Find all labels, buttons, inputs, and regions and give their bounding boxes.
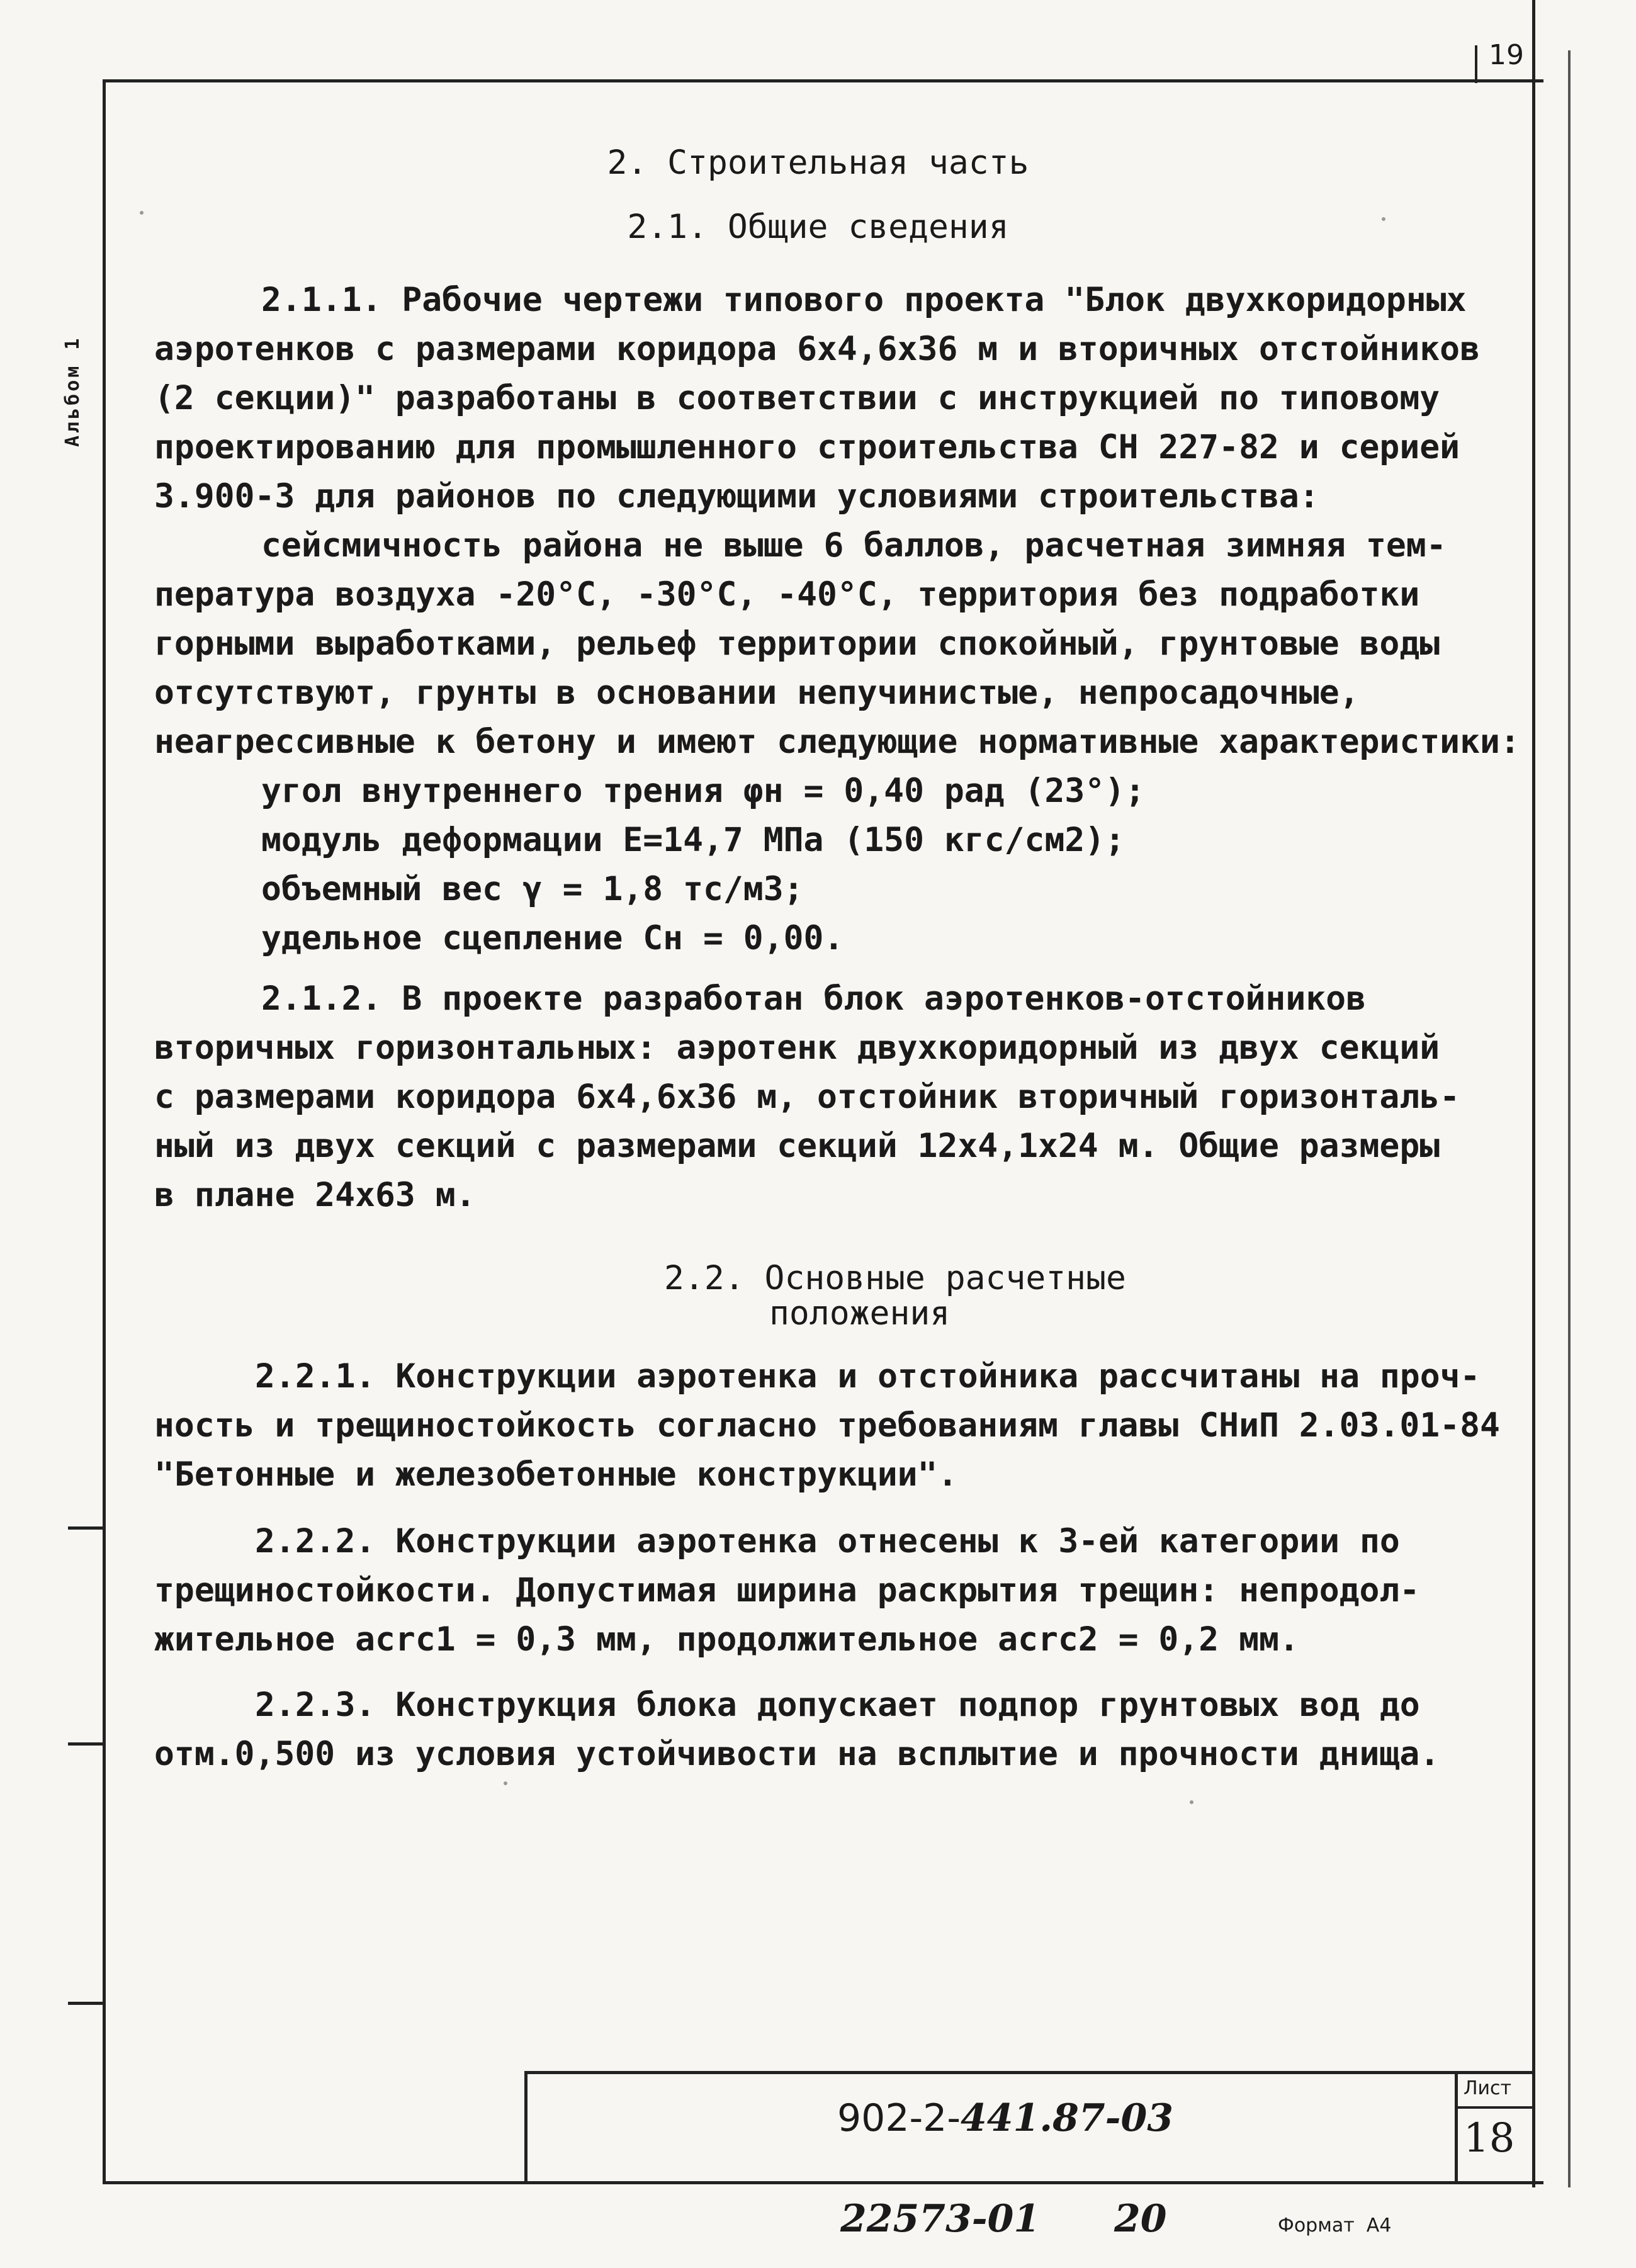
text-line: трещиностойкости. Допустимая ширина раскрытия трещин: непродол- bbox=[154, 1571, 1420, 1610]
paragraph-2-2-2 bbox=[154, 1517, 1517, 1664]
text-line: отм.0,500 из условия устойчивости на всплытие и прочности днища. bbox=[154, 1735, 1440, 1773]
format-label-text: Формат bbox=[1278, 2214, 1355, 2237]
text-line: ность и трещиностойкость согласно требованиям главы СНиП 2.03.01-84 bbox=[154, 1406, 1500, 1445]
text-line: сейсмичность района не выше 6 баллов, расчетная зимняя тем- bbox=[261, 526, 1447, 565]
text-line: 2.2.3. Конструкция блока допускает подпор грунтовых вод до bbox=[255, 1686, 1420, 1724]
scan-speck bbox=[1190, 1800, 1193, 1804]
margin-tick bbox=[68, 1526, 103, 1530]
paragraph-conditions bbox=[154, 521, 1520, 767]
text-line: объемный вес γ = 1,8 тс/м3; bbox=[261, 870, 804, 908]
document-code bbox=[837, 2096, 1173, 2140]
frame-right-border bbox=[1532, 0, 1535, 2187]
margin-tick bbox=[68, 2002, 103, 2005]
text-line: проектированию для промышленного строительства СН 227-82 и серией bbox=[154, 428, 1460, 466]
inventory-number: 22573-01 bbox=[840, 2197, 1041, 2241]
corner-page-number: 19 bbox=[1489, 39, 1524, 71]
margin-tick bbox=[68, 1742, 103, 1746]
text-line: модуль деформации Е=14,7 МПа (150 кгс/см2); bbox=[261, 821, 1125, 859]
text-line: 2.1.1. Рабочие чертежи типового проекта "Блок двухкоридорных bbox=[261, 281, 1467, 319]
frame-bottom-border bbox=[103, 2181, 1543, 2184]
text-line: отсутствуют, грунты в основании непучинистые, непросадочные, bbox=[154, 674, 1360, 712]
subsection-2-2-title-line1: 2.2. Основные расчетные bbox=[664, 1259, 1126, 1297]
text-line: в плане 24х63 м. bbox=[154, 1176, 476, 1214]
document-code-printed: 902-2- bbox=[837, 2096, 961, 2140]
copy-number: 20 bbox=[1114, 2197, 1167, 2241]
frame-outer-edge bbox=[1568, 50, 1571, 2187]
text-line: угол внутреннего трения φн = 0,40 рад (23°); bbox=[261, 772, 1145, 810]
text-line: удельное сцепление Сн = 0,00. bbox=[261, 919, 844, 957]
paragraph-2-2-3 bbox=[154, 1681, 1517, 1779]
frame-top-border bbox=[103, 79, 1543, 82]
scan-speck bbox=[504, 1781, 507, 1785]
text-line: 2.2.1. Конструкции аэротенка и отстойника рассчитаны на проч- bbox=[255, 1357, 1481, 1396]
section-title: 2. Строительная часть bbox=[607, 144, 1029, 182]
text-line: аэротенков с размерами коридора 6х4,6х36 м и вторичных отстойников bbox=[154, 330, 1480, 368]
side-margin-label: Альбом 1 bbox=[62, 336, 84, 447]
title-block-sheet-divider bbox=[1455, 2106, 1533, 2109]
text-line: (2 секции)" разработаны в соответствии с инструкцией по типовому bbox=[154, 379, 1440, 417]
text-line: 2.1.2. В проекте разработан блок аэротенков-отстойников bbox=[261, 979, 1366, 1018]
text-line: горными выработками, рельеф территории спокойный, грунтовые воды bbox=[154, 624, 1440, 663]
subsection-2-2-title-line2: положения bbox=[769, 1294, 951, 1333]
format-label bbox=[1278, 2214, 1391, 2237]
text-line: ный из двух секций с размерами секций 12х4,1х24 м. Общие размеры bbox=[154, 1127, 1440, 1165]
title-block-top bbox=[524, 2071, 1533, 2074]
text-line: жительное acrc1 = 0,3 мм, продолжительное acrc2 = 0,2 мм. bbox=[154, 1620, 1299, 1659]
sheet-label: Лист bbox=[1464, 2077, 1512, 2099]
text-line: вторичных горизонтальных: аэротенк двухкоридорный из двух секций bbox=[154, 1029, 1440, 1067]
corner-divider bbox=[1475, 45, 1477, 83]
text-line: 3.900-3 для районов по следующими условиями строительства: bbox=[154, 477, 1319, 516]
soil-characteristics bbox=[261, 767, 1624, 963]
paragraph-2-1-2 bbox=[154, 974, 1517, 1220]
paragraph-2-1-1 bbox=[154, 276, 1517, 521]
document-code-handwritten: 441.87-03 bbox=[961, 2096, 1174, 2140]
scan-speck bbox=[140, 211, 144, 215]
paragraph-2-2-1 bbox=[154, 1352, 1517, 1499]
format-value: А4 bbox=[1366, 2214, 1392, 2237]
subsection-title: 2.1. Общие сведения bbox=[627, 208, 1009, 246]
text-line: 2.2.2. Конструкции аэротенка отнесены к 3-ей категории по bbox=[255, 1522, 1400, 1560]
text-line: пература воздуха -20°С, -30°С, -40°С, территория без подработки bbox=[154, 575, 1420, 614]
text-line: "Бетонные и железобетонные конструкции". bbox=[154, 1455, 958, 1494]
text-line: неагрессивные к бетону и имеют следующие нормативные характеристики: bbox=[154, 723, 1520, 761]
frame-left-border bbox=[103, 82, 106, 2184]
sheet-number: 18 bbox=[1464, 2115, 1515, 2162]
title-block-left bbox=[524, 2071, 527, 2183]
scan-speck bbox=[1382, 217, 1385, 221]
title-block-divider bbox=[1455, 2071, 1458, 2183]
text-line: с размерами коридора 6х4,6х36 м, отстойник вторичный горизонталь- bbox=[154, 1078, 1460, 1116]
